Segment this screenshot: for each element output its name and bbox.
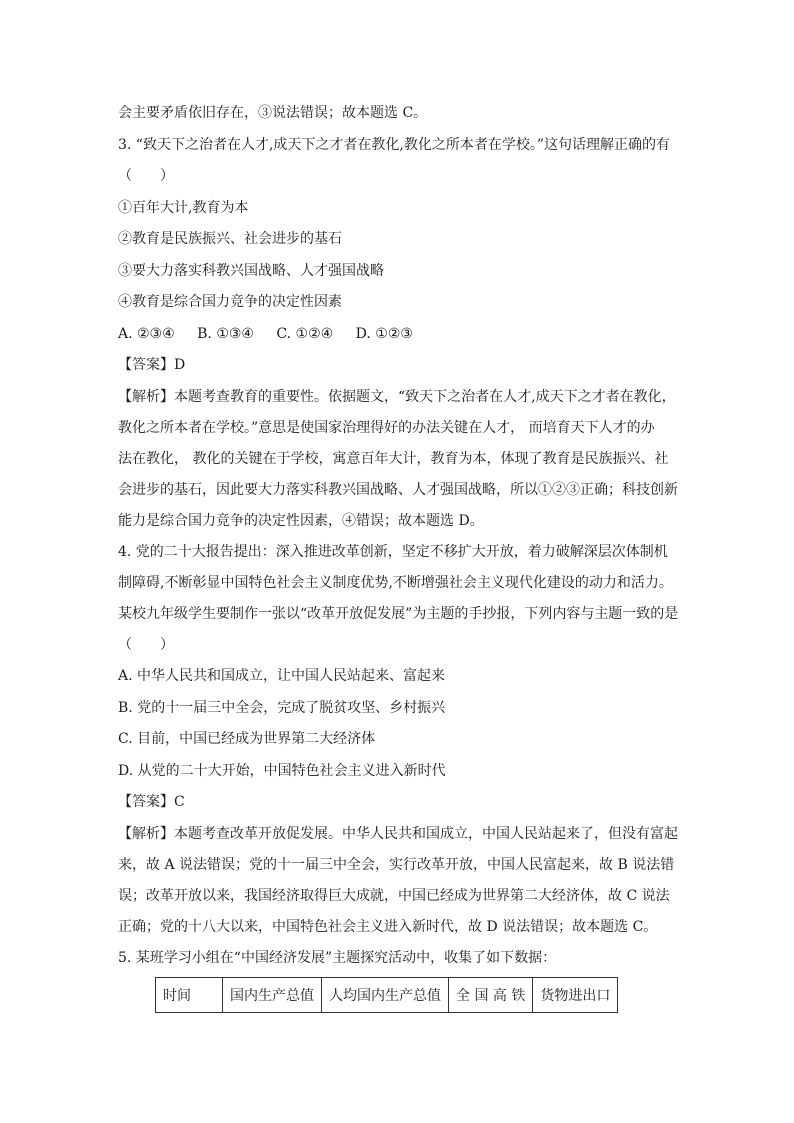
q4-analysis-line: 来，故 A 说法错误；党的十一届三中全会，实行改革开放，中国人民富起来，故 B 说法错 xyxy=(118,856,675,873)
q3-options xyxy=(118,319,684,351)
q4-stem-line: 制障碍,不断彰显中国特色社会主义制度优势,不断增强社会主义现代化建设的动力和活力。 xyxy=(118,574,673,591)
q5-data-table xyxy=(155,977,618,1013)
q3-option-a: A. ②③④ xyxy=(118,325,175,342)
carryover-text: 会主要矛盾依旧存在，③说法错误；故本题选 C。 xyxy=(118,105,428,121)
table-header-row xyxy=(156,978,618,1013)
q3-analysis-line: 会进步的基石，因此要大力落实科教兴国战略、人才强国战略，所以①②③正确；科技创新 xyxy=(118,481,678,498)
q3-option-d: D. ①②③ xyxy=(355,325,413,342)
q4-stem-line: 4. 党的二十大报告提出：深入推进改革创新，坚定不移扩大开放，着力破解深层次体制机 xyxy=(118,543,668,560)
q3-item-2: ②教育是民族振兴、社会进步的基石 xyxy=(118,231,342,247)
q4-answer: 【答案】C xyxy=(118,794,185,810)
q4-stem-line: 某校九年级学生要制作一张以“改革开放促发展”为主题的手抄报，下列内容与主题一致的是 xyxy=(118,605,679,622)
q4-analysis-line: 正确；党的十八大以来，中国特色社会主义进入新时代，故 D 说法错误；故本题选 C。 xyxy=(118,918,658,935)
q3-item-1: ①百年大计,教育为本 xyxy=(118,199,249,216)
table-header-cell: 时间 xyxy=(156,978,223,1013)
q4-option-a: A. 中华人民共和国成立，让中国人民站起来、富起来 xyxy=(118,668,446,684)
q3-option-c: C. ①②④ xyxy=(276,325,334,342)
q3-analysis-line: 法在教化， 教化的关键在于学校，寓意百年大计，教育为本，体现了教育是民族振兴、社 xyxy=(118,450,669,467)
table-header-cell: 货物进出口 xyxy=(533,978,618,1013)
table-header-cell: 人均国内生产总值 xyxy=(322,978,449,1013)
q5-stem: 5. 某班学习小组在“中国经济发展”主题探究活动中，收集了如下数据： xyxy=(118,949,557,966)
q3-analysis-line: 教化之所本者在学校。”意思是使国家治理得好的办法关键在人才， 而培育天下人才的办 xyxy=(118,419,655,436)
q4-analysis-line: 误；改革开放以来，我国经济取得巨大成就，中国已经成为世界第二大经济体，故 C 说法 xyxy=(118,887,670,904)
q3-item-4: ④教育是综合国力竞争的决定性因素 xyxy=(118,294,342,310)
q3-analysis-line: 能力是综合国力竞争的决定性因素，④错误；故本题选 D。 xyxy=(118,512,484,529)
q4-option-b: B. 党的十一届三中全会，完成了脱贫攻坚、乡村振兴 xyxy=(118,699,446,716)
table-header-cell: 国内生产总值 xyxy=(223,978,322,1013)
q4-stem xyxy=(118,537,684,630)
q3-item-3: ③要大力落实科教兴国战略、人才强国战略 xyxy=(118,262,384,279)
q3-answer: 【答案】D xyxy=(118,357,186,373)
table-header-cell: 全 国 高 铁 xyxy=(449,978,533,1013)
q3-analysis xyxy=(118,382,684,537)
q4-option-c: C. 目前，中国已经成为世界第二大经济体 xyxy=(118,731,376,747)
q4-analysis-line: 【解析】本题考查改革开放促发展。中华人民共和国成立，中国人民站起来了，但没有富起 xyxy=(118,825,678,842)
q4-analysis xyxy=(118,819,684,943)
q3-option-b: B. ①③④ xyxy=(197,325,254,342)
q3-paren: （ ） xyxy=(118,168,174,184)
q3-stem: 3. “致天下之治者在人才,成天下之才者在教化,教化之所本者在学校。”这句话理解正确的有 xyxy=(118,136,671,153)
q4-paren: （ ） xyxy=(118,636,174,653)
q3-analysis-line: 【解析】本题考查教育的重要性。依据题文，“致天下之治者在人才,成天下之才者在教化， xyxy=(118,388,676,405)
q4-option-d: D. 从党的二十大开始，中国特色社会主义进入新时代 xyxy=(118,762,446,779)
page-content xyxy=(118,98,684,974)
